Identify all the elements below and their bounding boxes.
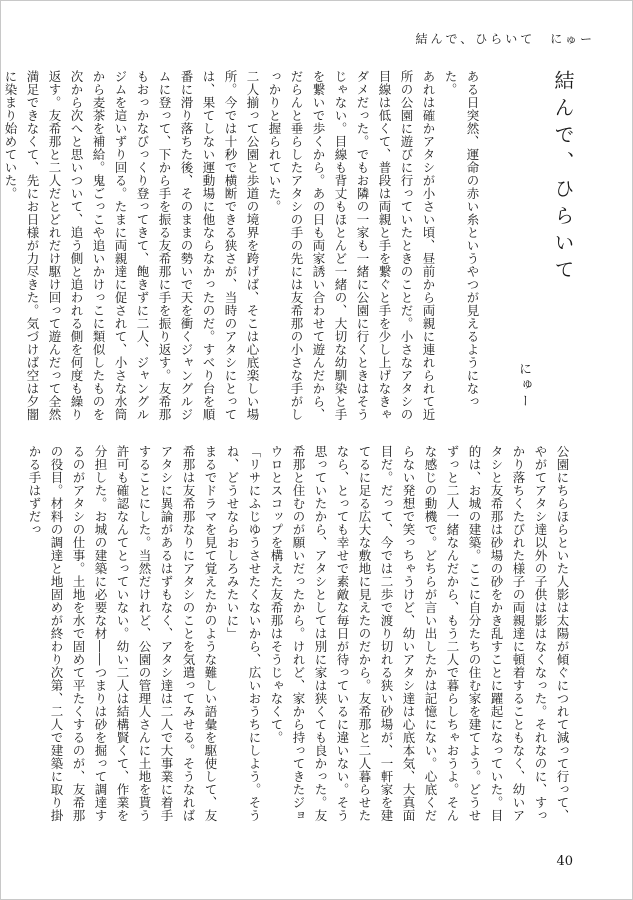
- body-paragraph: ある日突然、運命の赤い糸というやつが見えるようになった。: [443, 70, 480, 408]
- author-name: にゅー: [516, 362, 531, 410]
- page-number: 40: [556, 854, 573, 869]
- body-paragraph: 二人揃って公園と歩道の境界を跨げば、そこは心底楽しい場所。今では十秒で横断できる狭さが、当時のアタシにとっては、果てしない運動場に他ならなかったのだ。すべり台を順番に滑り落ちた後、そのままの勢いで天を衝くジャングルジムに登って、下から手を振る友希那に手を振り返す。友希那もおっかなびっくり登ってきて、飽きずに二人、ジャングルジムを這いずり回る。たまに両親達に促されて、小さな水筒から麦茶を補給。鬼ごっこや追いかけっこに類似したものを次から次へと思いついて、追う側と追われる側を何度も繰り返す。友希那と二人だとどれだけ駆け回って遊んだって全然満足できなくて、先にお日様が力尽きた。気づけば空は夕闇に染まり始めていた。: [3, 70, 260, 421]
- body-paragraph: まるでドラマを見て覚えたかのような難しい語彙を駆使して、友希那は友希那なりにアタシのことを気遣ってみせる。そうなればアタシに異論があるはずもなく、アタシ達は二人で大事業に着手することにした。当然だけれど、公園の管理人さんに土地を貰う許可も確認なんてとっていない。幼い二人は結構賢くて、作業を分担した。お城の建築に必要な材――つまりは砂を掘って調達するのがアタシの仕事。土地を水で固めて平たくするのが、友希那の役目。材料の調達と地固めが終わり次第、二人で建築に取り掛かる手はずだっ: [27, 445, 218, 822]
- dialogue-paragraph: 「リサにふじゆうさせたくないから、広いおうちにしよう。そうね、どうせならおしろみたいに」: [225, 445, 262, 822]
- lower-text-block: [27, 445, 573, 830]
- story-title: 結んで、ひらいて: [551, 70, 575, 286]
- upper-text-block: [3, 70, 483, 422]
- running-header: 結んで、ひらいて にゅー: [415, 32, 595, 46]
- body-paragraph: あれは確かアタシが小さい頃、昼前から両親に連れられて近所の公園に遊びに行っていたときのことだ。小さなアタシの目線は低くて、普段は両親と手を繋ぐと手を少し上げなきゃダメだった。でもお隣の一家も一緒に公園に行くときはそうじゃない。目線も背丈もほとんど一緒の、大切な幼馴染と手を繋いで歩くから。あの日も両家誘い合わせて遊んだから、だらんと垂らしたアタシの手の先には友希那の小さな手がしっかりと握られていた。: [267, 70, 436, 421]
- body-paragraph: 公園にちらほらといた人影は太陽が傾ぐにつれて減って行って、やがてアタシ達以外の子供は影はなくなった。それなのに、すっかり落ちくたびれた様子の両親達に頓着することもなく、幼いアタシと友希那は砂場の砂をかき乱すことに躍起になっていた。目的は、お城の建築。ここに自分たちの住む家を建てよう。どうせずっと二人一緒なんだから、もう二人で暮らしちゃおうよ。そんな感じの動機で。どちらが言い出したかは記憶にない。心底くだらない発想で笑っちゃうけど、幼いアタシ達は心底本気、大真面目だ。だって、今では二歩で渡り切れる狭い砂場が、一軒家を建てるに足る広大な敷地に見えたのだから。友希那と二人暮らせたなら、とっても幸せで素敵な毎日が待っているに違いない。そう思っていたから、アタシとしては別に家は狭くても良かった。友希那と住むのが願いだったから。けれど、家から持ってきたジョウロとスコップを構えた友希那はそうじゃなくて。: [269, 445, 570, 822]
